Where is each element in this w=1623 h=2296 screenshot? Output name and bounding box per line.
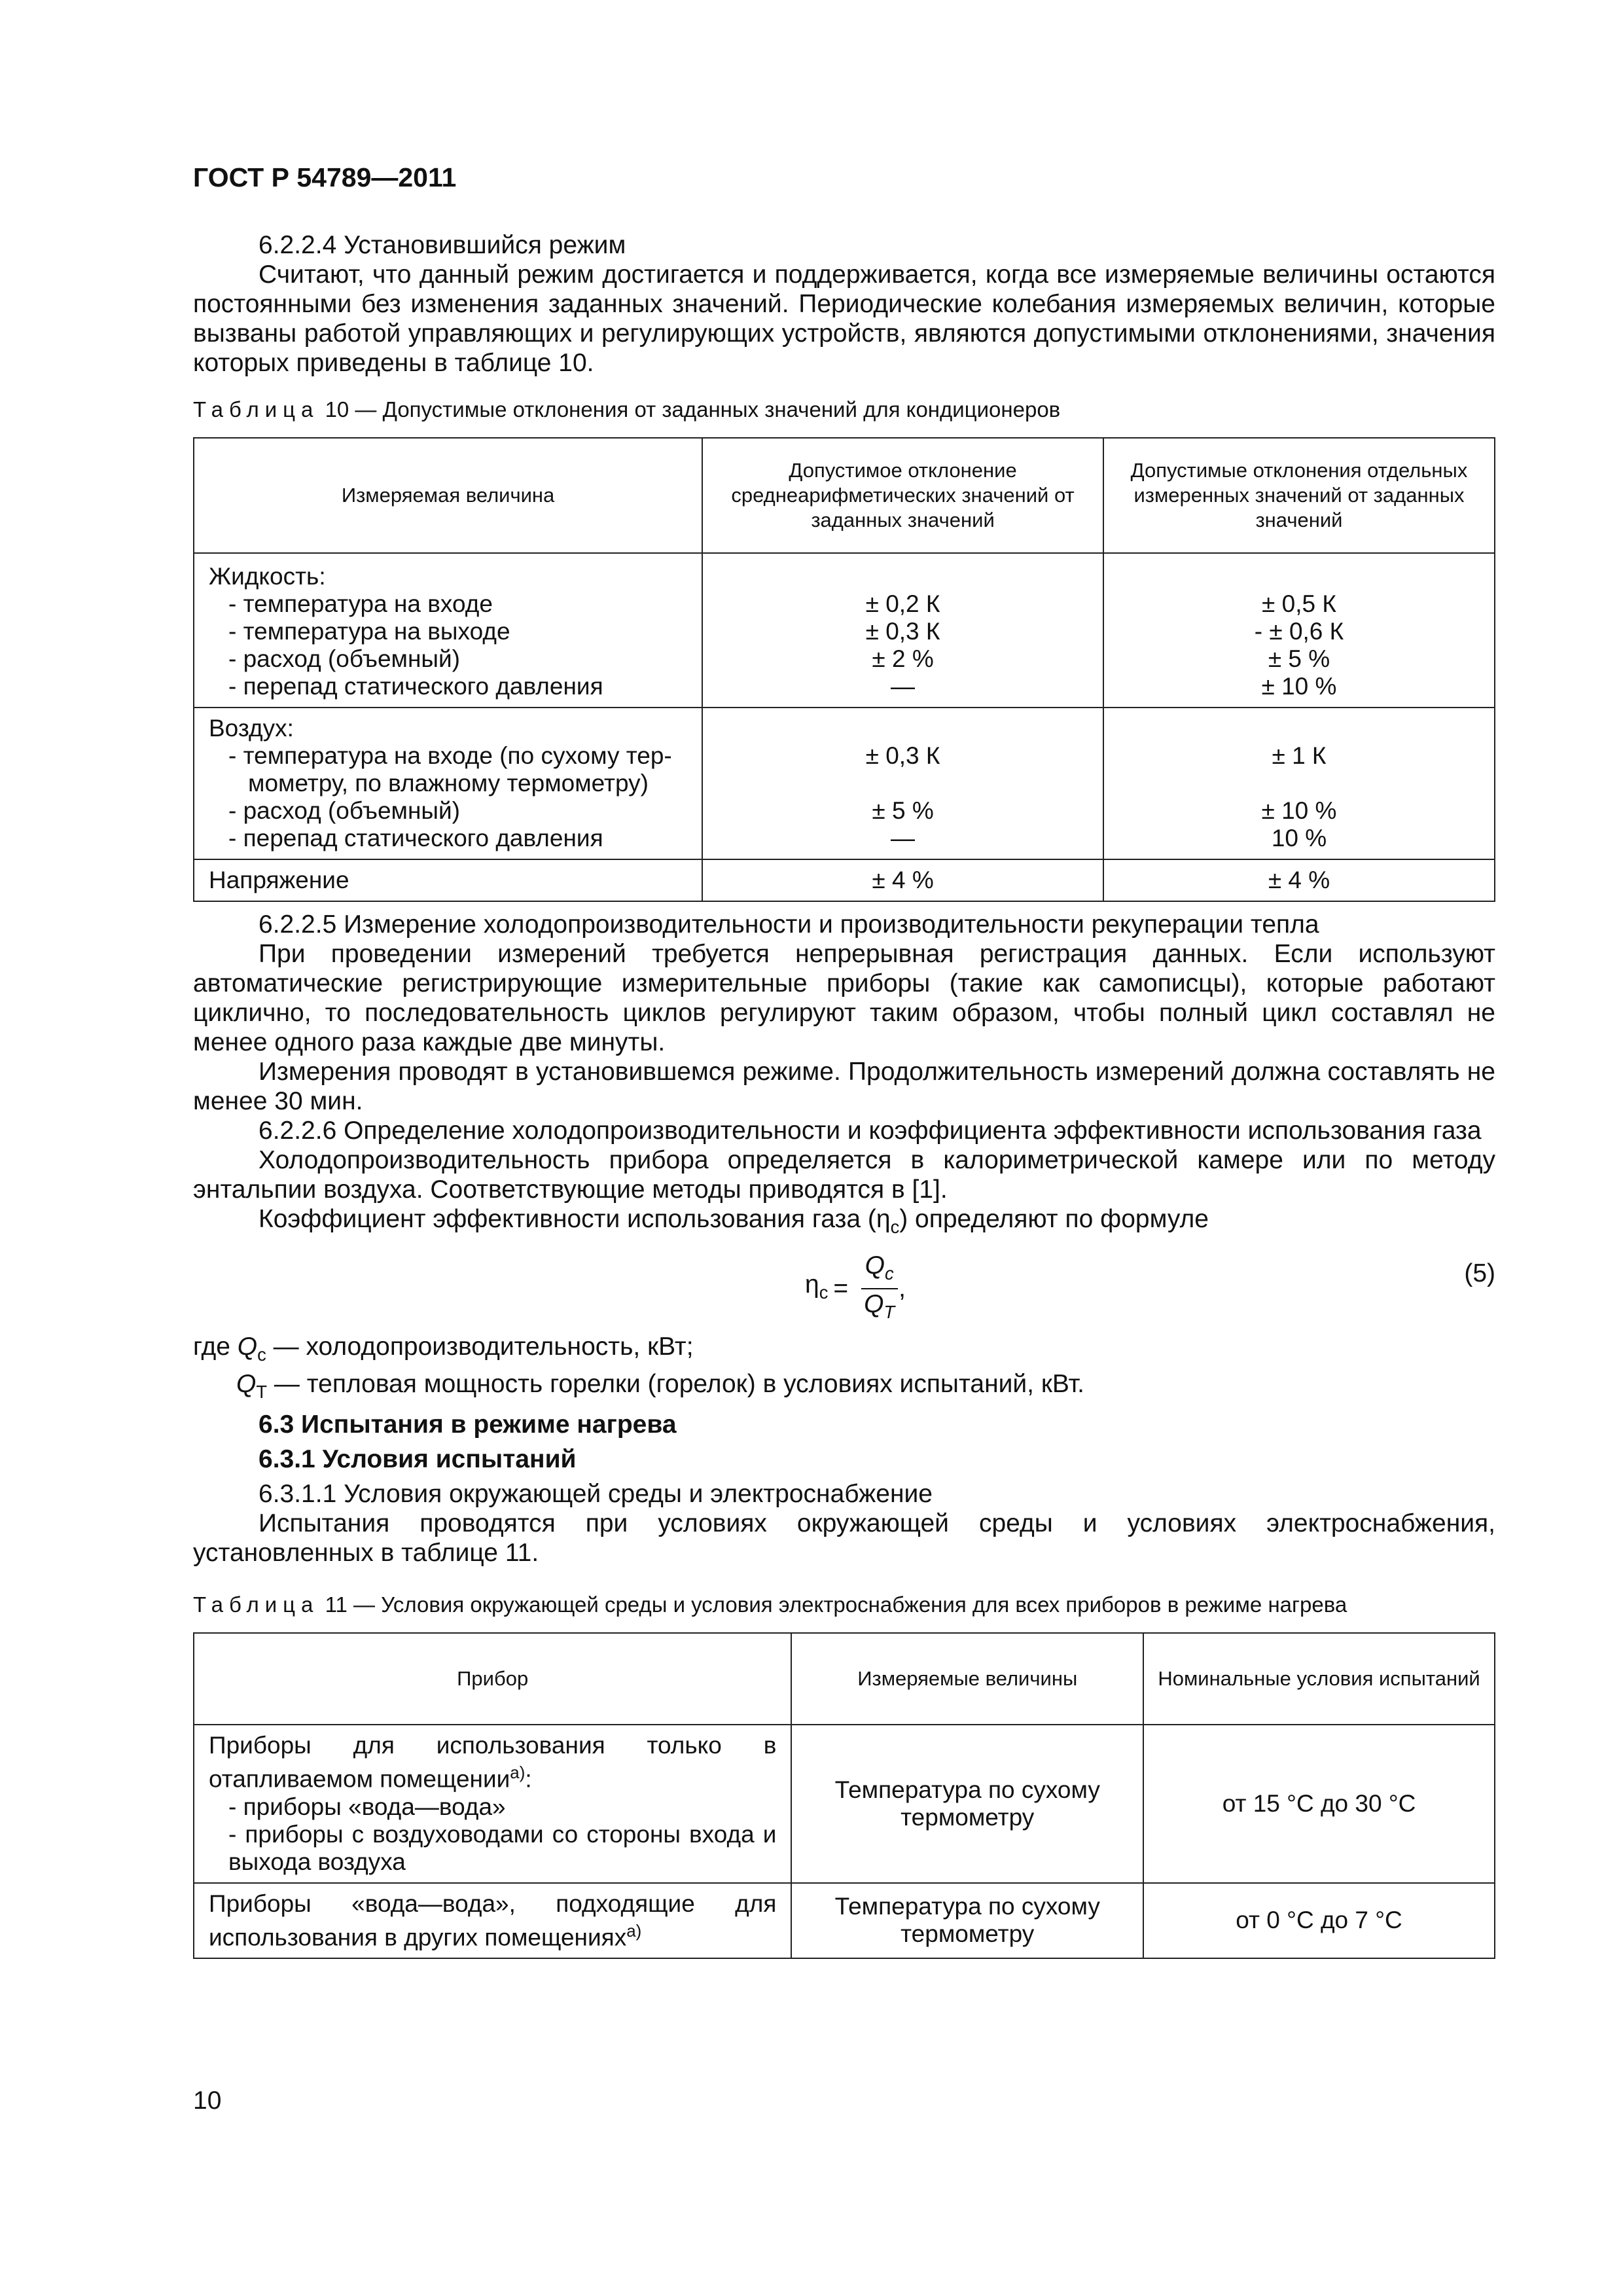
section-heading-6-3: 6.3 Испытания в режиме нагрева [259,1410,677,1439]
avg-deviation-cell [702,708,1103,859]
caption-text: 10 — Допустимые отклонения от заданных значений для кондиционеров [325,397,1061,422]
row-label: - температура на выходе [228,618,510,645]
device-cell: Приборы для использования только в отапливаемом помещении$^{а)}$: - приборы «вода—вода» - приборы с воздуховодами со стороны входа и выхода воздуха [194,1725,791,1882]
value: ± 0,5 К [1262,590,1336,617]
section-heading-6-3-1-1: 6.3.1.1 Условия окружающей среды и электроснабжение [259,1480,933,1509]
value: — [891,825,916,852]
equation-number: (5) [1464,1259,1495,1287]
section-heading-6-2-2-5: 6.2.2.5 Измерение холодопроизводительности и производительности рекуперации тепла [259,910,1319,939]
column-header: Измеряемые величины [791,1633,1143,1725]
row-label: Напряжение [194,859,702,901]
paragraph: Испытания проводятся при условиях окружающей среды и условиях электроснабжения, установленных в таблице 11. [193,1509,1495,1568]
section-heading-6-2-2-6: 6.2.2.6 Определение холодопроизводительности и коэффициента эффективности использования газа [259,1117,1482,1145]
document-body [193,230,1495,1959]
value: ± 10 % [1261,797,1337,824]
value: 10 % [1271,825,1327,852]
paragraph-formula-intro: Коэффициент эффективности использования газа $(\eta_с)$ определяют по формуле [259,1205,1209,1237]
condition-cell: от 0 °С до 7 °С [1143,1883,1495,1958]
table-row [194,1725,1495,1882]
formula [805,1251,906,1327]
formula-numerator: $Q_c$ [861,1251,898,1289]
caption-label: Таблица [193,397,319,422]
row-label-continued: мометру, по влажному термометру) [248,770,649,797]
table-row [194,553,1495,708]
value: ± 1 К [1272,742,1327,769]
table-11 [193,1632,1495,1959]
column-header: Номинальные условия испытаний [1143,1633,1495,1725]
value: — [891,673,916,700]
row-label: - температура на входе [228,590,493,617]
measured-quantity-cell [194,553,702,708]
row-label: - перепад статического давления [228,825,603,852]
formula-equals: = [833,1274,849,1303]
value: ± 4 % [702,859,1103,901]
formula-tail: , [899,1274,906,1303]
column-header: Прибор [194,1633,791,1725]
individual-deviation-cell [1103,553,1495,708]
condition-cell: от 15 °С до 30 °С [1143,1725,1495,1882]
value: - ± 0,6 К [1254,618,1344,645]
value: ± 0,2 К [865,590,940,617]
row-label: - расход (объемный) [228,797,460,824]
avg-deviation-cell [702,553,1103,708]
group-title: Воздух: [209,715,294,742]
table-10-caption [193,395,1495,424]
caption-label: Таблица [193,1592,319,1617]
row-label: - перепад статического давления [228,673,603,700]
paragraph: Считают, что данный режим достигается и поддерживается, когда все измеряемые величины остаются постоянными без изменения заданных значений. Периодические колебания измеряемых величин, которые вызваны работой управляющих и регулирующих устройств, являются допустимыми отклонениями, значения которых приведены в таблице 10. [193,260,1495,377]
measured-cell: Температура по сухому термометру [791,1883,1143,1958]
document-header: ГОСТ Р 54789—2011 [193,162,457,192]
column-header: Допустимое отклонение среднеарифметических значений от заданных значений [702,438,1103,553]
measured-quantity-cell [194,708,702,859]
row-label: - расход (объемный) [228,645,460,672]
page-number: 10 [193,2087,222,2115]
section-heading-6-2-2-4: 6.2.2.4 Установившийся режим [259,231,626,259]
paragraph: При проведении измерений требуется непрерывная регистрация данных. Если используют автоматические регистрирующие измерительные приборы (такие как самописцы), которые работают циклично, то последовательность циклов регулируют таким образом, чтобы полный цикл составлял не менее одного раза каждые две минуты. [193,940,1495,1056]
value: ± 10 % [1261,673,1337,700]
paragraph: Измерения проводят в установившемся режиме. Продолжительность измерений должна составлять не менее 30 мин. [193,1058,1495,1115]
table-row [194,1883,1495,1958]
formula-5 [193,1244,1495,1329]
sub-item: - приборы с воздуховодами со стороны входа и выхода воздуха [228,1820,777,1875]
formula-denominator: $Q_T$ [864,1289,895,1322]
value: ± 2 % [872,645,934,672]
caption-text: 11 — Условия окружающей среды и условия электроснабжения для всех приборов в режиме нагрева [325,1592,1347,1617]
value: ± 4 % [1103,859,1495,901]
value: ± 5 % [1268,645,1330,672]
value: ± 0,3 К [865,618,940,645]
device-cell: Приборы «вода—вода», подходящие для использования в других помещениях$^{а)}$ [194,1883,791,1958]
table-11-caption [193,1590,1495,1619]
column-header: Измеряемая величина [194,438,702,553]
table-row [194,859,1495,901]
paragraph: Холодопроизводительность прибора определяется в калориметрической камере или по методу энтальпии воздуха. Соответствующие методы приводятся в [1]. [193,1146,1495,1204]
measured-cell: Температура по сухому термометру [791,1725,1143,1882]
where-line-1: где $Q_с$ — холодопроизводительность, кВт; [193,1332,694,1365]
individual-deviation-cell [1103,708,1495,859]
column-header: Допустимые отклонения отдельных измеренных значений от заданных значений [1103,438,1495,553]
table-10 [193,437,1495,902]
group-title: Жидкость: [209,563,326,590]
table-header-row [194,1633,1495,1725]
formula-fraction [860,1251,899,1327]
value: ± 5 % [872,797,934,824]
table-row [194,708,1495,859]
value: ± 0,3 К [865,742,940,769]
where-line-2: $Q_T$ — тепловая мощность горелки (горелок) в условиях испытаний, кВт. [236,1369,1085,1402]
table-header-row [194,438,1495,553]
section-heading-6-3-1: 6.3.1 Условия испытаний [259,1445,577,1474]
formula-lhs: $\eta_с$ [805,1270,829,1302]
row-label: - температура на входе (по сухому тер- [228,742,672,769]
sub-item: - приборы «вода—вода» [228,1793,506,1820]
